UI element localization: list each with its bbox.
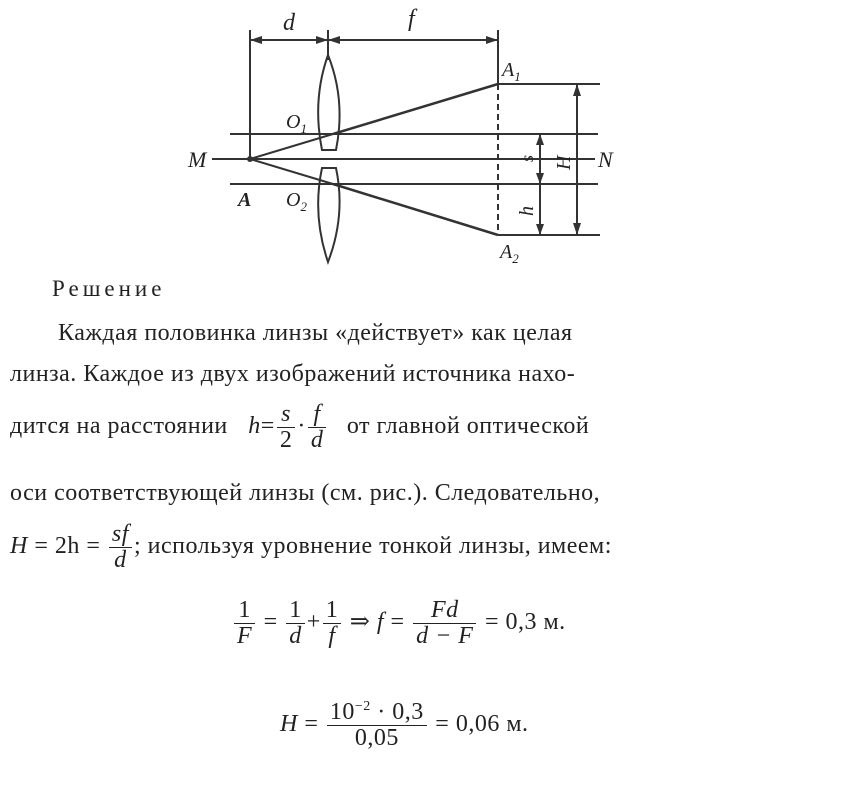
label-a1: $A_1$ bbox=[502, 59, 521, 84]
fraction-sf-over-d: $\frac{sf}{d}$ bbox=[109, 522, 132, 573]
arrow-f-right bbox=[486, 36, 498, 44]
solution-line-2: линза. Каждое из двух изображений источника нахо- bbox=[10, 361, 576, 387]
fraction-f-over-d: $\frac{f}{d}$ bbox=[308, 402, 327, 453]
eq2-result: = 0,06 м. bbox=[435, 711, 529, 738]
solution-line-5 bbox=[10, 522, 612, 573]
fraction-1-over-f: $\frac{1}{f}$ bbox=[323, 598, 342, 649]
arrow-f-left bbox=[328, 36, 340, 44]
ray-o1-a1 bbox=[333, 84, 498, 134]
arrow-d-left bbox=[250, 36, 262, 44]
line5-text-post: ; используя уровнение тонкой линзы, имеем: bbox=[133, 533, 612, 560]
label-o1: $O_1$ bbox=[286, 111, 307, 136]
ray-o2-a2 bbox=[333, 184, 498, 235]
line3-h: h bbox=[248, 413, 261, 440]
label-d: d bbox=[283, 10, 295, 36]
arrow-s-bottom bbox=[536, 173, 544, 184]
optics-diagram bbox=[0, 0, 850, 300]
equation-H-result: H = $\frac{10^{-2} \cdot 0,3}{0,05}$ = 0,06 м. bbox=[280, 699, 529, 752]
arrow-s-top bbox=[536, 134, 544, 145]
line3-text-pre: дится на расстоянии bbox=[10, 413, 228, 440]
label-a2: $A_2$ bbox=[500, 241, 519, 266]
label-f: f bbox=[408, 6, 415, 32]
fraction-Fd-over-d-minus-F: $\frac{Fd}{d - F}$ bbox=[413, 598, 476, 649]
line5-eq: = 2h = bbox=[34, 533, 101, 560]
fraction-1-over-d: $\frac{1}{d}$ bbox=[286, 598, 305, 649]
label-h: h bbox=[516, 206, 538, 216]
label-a: A bbox=[238, 189, 252, 211]
eq1-result: = 0,3 м. bbox=[484, 609, 566, 636]
solution-line-1: Каждая половинка линзы «действует» как целая bbox=[58, 320, 573, 346]
line3-eq: = bbox=[260, 413, 275, 440]
fraction-H-value: $\frac{10^{-2} \cdot 0,3}{0,05}$ bbox=[327, 700, 427, 751]
label-H: H bbox=[553, 155, 575, 170]
fraction-1-over-F: $\frac{1}{F}$ bbox=[234, 598, 255, 649]
arrow-h-bottom bbox=[536, 224, 544, 235]
solution-line-3 bbox=[10, 402, 589, 453]
line3-dot: · bbox=[297, 413, 306, 440]
equation-lens-formula: $\frac{1}{F}$ = $\frac{1}{d}$ + $\frac{1}{f}$ ⇒ f = $\frac{Fd}{d - F}$ = 0,3 м. bbox=[232, 598, 566, 649]
line3-text-post: от главной оптической bbox=[346, 413, 590, 440]
label-m: M bbox=[188, 147, 207, 172]
arrow-H-top bbox=[573, 84, 581, 96]
point-a bbox=[247, 156, 253, 162]
implies-arrow: ⇒ bbox=[349, 609, 371, 636]
label-s: s bbox=[517, 154, 537, 162]
solution-heading: Решение bbox=[52, 276, 166, 301]
label-n: N bbox=[598, 147, 613, 172]
solution-line-4: оси соответствующей линзы (см. рис.). Следовательно, bbox=[10, 480, 601, 506]
fraction-s-over-2: $\frac{s}{2}$ bbox=[277, 402, 296, 453]
arrow-d-right bbox=[316, 36, 328, 44]
label-o2: $O_2$ bbox=[286, 189, 307, 214]
arrow-H-bottom bbox=[573, 223, 581, 235]
line5-H: H bbox=[10, 533, 28, 560]
